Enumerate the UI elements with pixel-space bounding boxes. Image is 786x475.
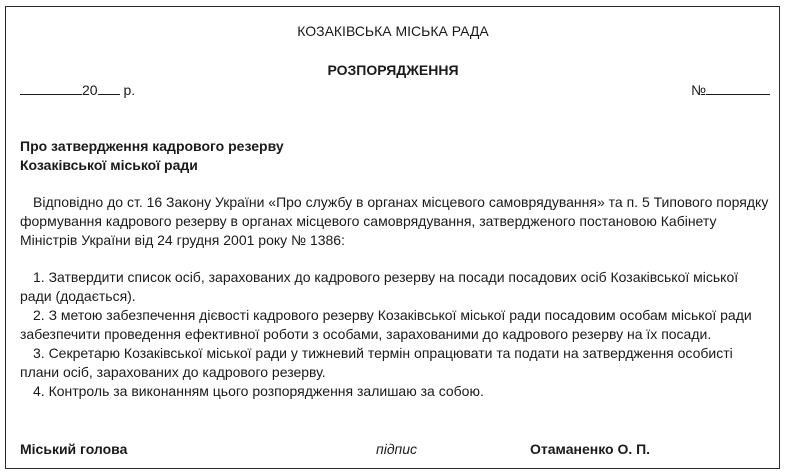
list-item: 1. Затвердити список осіб, зарахованих до кадрового резерву на посади посадових осіб Козаківської міської ради (додається).	[20, 269, 739, 304]
document-type: РОЗПОРЯДЖЕННЯ	[327, 62, 459, 78]
document-title	[20, 137, 284, 175]
date-day-blank	[20, 80, 82, 95]
signature-row	[20, 440, 770, 460]
paragraph-gap	[20, 250, 770, 268]
list-item: 3. Секретарю Козаківської міської ради у тижневий термін опрацювати та подати на затвердження особисті плани осіб, зарахованих до кадрового резерву.	[20, 345, 733, 380]
preamble-paragraph: Відповідно до ст. 16 Закону України «Про службу в органах місцевого самоврядування» та п. 5 Типового порядку формування кадрового резерву в органах місцевого самоврядування, затвердженого постановою Кабінету Міністрів України від 24 грудня 2001 року № 1386:	[20, 194, 769, 248]
list-item: 2. З метою забезпечення дієвості кадрового резерву Козаківської міської ради посадовим особам міської ради забезпечити проведення ефективної роботи з особами, зарахованими до кадрового резерву на їх посади.	[20, 307, 752, 342]
number-sign: №	[690, 82, 706, 98]
signatory-name: Отаманенко О. П.	[530, 441, 651, 457]
signature-placeholder: підпис	[376, 441, 418, 457]
council-name: КОЗАКІВСЬКА МІСЬКА РАДА	[297, 23, 489, 39]
date-year-prefix: 20	[82, 82, 98, 98]
date-line	[20, 80, 135, 99]
number-line	[691, 80, 770, 99]
document-body	[20, 193, 770, 401]
signatory-position: Міський голова	[20, 441, 128, 457]
title-line-2: Козаківської міської ради	[20, 157, 198, 173]
number-blank	[706, 80, 770, 95]
list-item: 4. Контроль за виконанням цього розпорядження залишаю за собою.	[33, 383, 484, 399]
date-suffix: р.	[123, 82, 136, 98]
title-line-1: Про затвердження кадрового резерву	[20, 138, 284, 154]
date-year-blank	[98, 80, 120, 95]
